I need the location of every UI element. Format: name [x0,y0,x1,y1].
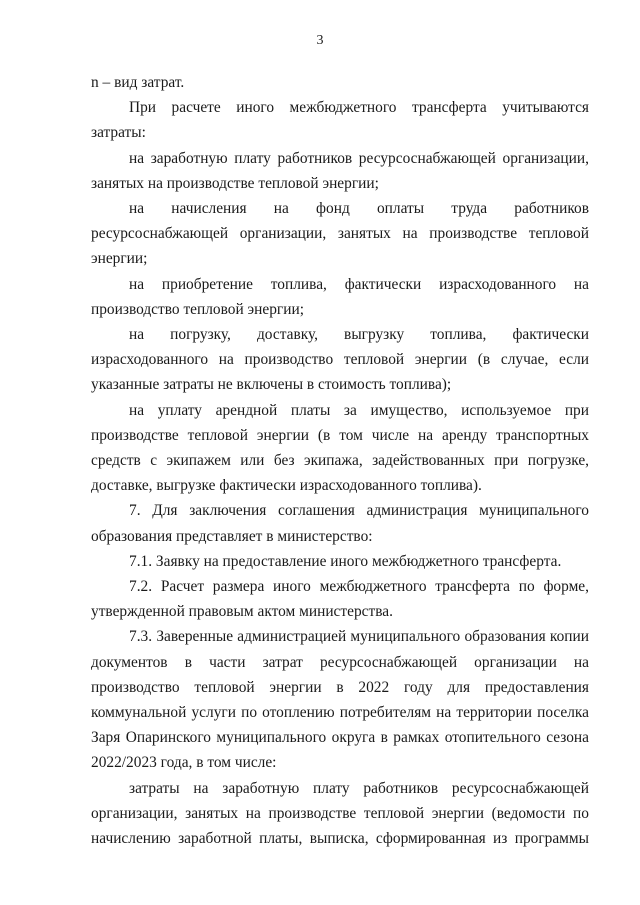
paragraph: на начисления на фонд оплаты труда работников ресурсоснабжающей организации, занятых на производстве тепловой энергии; [91,200,589,268]
paragraph: 7.2. Расчет размера иного межбюджетного трансферта по форме, утвержденной правовым актом министерства. [91,578,589,621]
paragraph: затраты на заработную плату работников ресурсоснабжающей организации, занятых на производстве тепловой энергии (ведомости по начислению заработной платы, выписка, сформированная из программы [91,779,589,848]
paragraph: на приобретение топлива, фактически израсходованного на производство тепловой энергии; [91,275,589,318]
paragraph: 7.3. Заверенные администрацией муниципального образования копии документов в части затрат ресурсоснабжающей организации на производство тепловой энергии в 2022 году для предоставления коммунальной услуги по отоплению потребителям на территории поселка Заря Опаринского муниципального округа в рамках отопительного сезона 2022/2023 года, в том числе: [91,628,589,772]
paragraph: на заработную плату работников ресурсоснабжающей организации, занятых на производстве тепловой энергии; [91,149,589,192]
paragraph: на погрузку, доставку, выгрузку топлива, фактически израсходованного на производство тепловой энергии (в случае, если указанные затраты не включены в стоимость топлива); [91,326,589,394]
page-number: 3 [316,33,324,48]
document-body [91,70,589,851]
paragraph: При расчете иного межбюджетного трансферта учитываются затраты: [91,99,589,142]
paragraph: n – вид затрат. [91,74,185,91]
paragraph: 7.1. Заявку на предоставление иного межбюджетного трансферта. [129,552,562,570]
paragraph: 7. Для заключения соглашения администрация муниципального образования представляет в министерство: [91,502,589,545]
paragraph: на уплату арендной платы за имущество, используемое при производстве тепловой энергии (в том числе на аренду транспортных средств с экипажем или без экипажа, задействованных при погрузке, доставке, выгрузке фактически израсходованного топлива). [91,401,589,495]
